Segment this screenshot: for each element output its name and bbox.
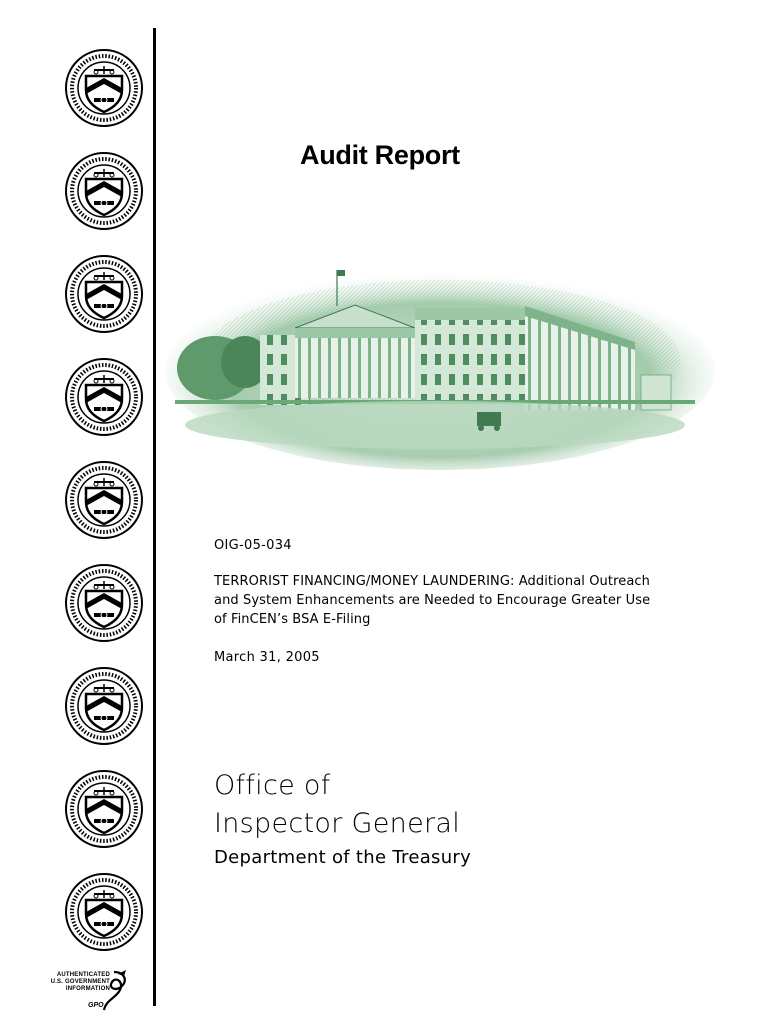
treasury-seal-icon bbox=[64, 769, 144, 849]
treasury-seal-icon bbox=[64, 254, 144, 334]
page-title: Audit Report bbox=[300, 140, 460, 170]
report-subject: TERRORIST FINANCING/MONEY LAUNDERING: Additional Outreach and System Enhancements are Needed to Encourage Greater Use of FinCEN’s BSA E-Filing bbox=[214, 574, 651, 627]
treasury-seal-icon bbox=[64, 357, 144, 437]
report-number: OIG-05-034 bbox=[214, 538, 292, 553]
treasury-seal-icon bbox=[64, 460, 144, 540]
office-title-line2: Inspector General bbox=[214, 808, 461, 839]
vertical-rule bbox=[153, 28, 156, 1006]
treasury-seal-icon bbox=[64, 666, 144, 746]
treasury-seal-icon bbox=[64, 151, 144, 231]
gpo-label: GPO bbox=[88, 1002, 104, 1009]
gpo-line: U.S. GOVERNMENT bbox=[50, 979, 110, 985]
gpo-line: INFORMATION bbox=[65, 986, 110, 992]
seal-column bbox=[60, 48, 150, 958]
treasury-seal-icon bbox=[64, 872, 144, 952]
report-date: March 31, 2005 bbox=[214, 650, 320, 665]
office-department: Department of the Treasury bbox=[214, 847, 472, 868]
gpo-line: AUTHENTICATED bbox=[56, 972, 110, 978]
treasury-seal-icon bbox=[64, 48, 144, 128]
office-title-line1: Office of bbox=[214, 770, 331, 801]
treasury-building-engraving bbox=[165, 250, 715, 470]
gpo-authentication-mark bbox=[36, 968, 136, 1018]
treasury-seal-icon bbox=[64, 563, 144, 643]
